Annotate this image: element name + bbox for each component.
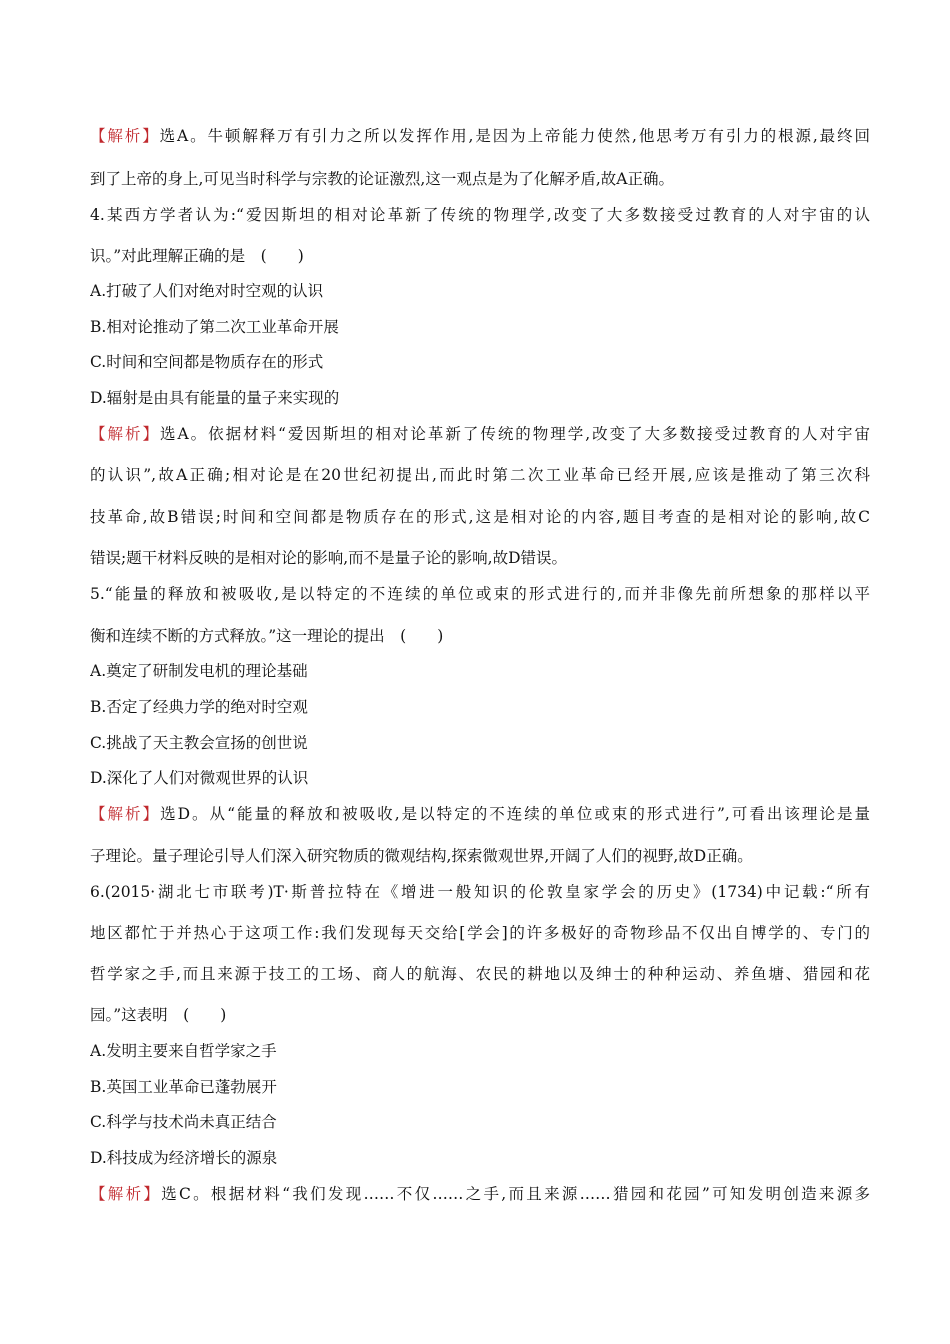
analysis-tag: 【解析】 bbox=[90, 805, 161, 823]
q6-analysis-line-1: 【解析】选C。根据材料“我们发现……不仅……之手,而且来源……猎园和花园”可知发明创造来源多 bbox=[90, 1185, 870, 1203]
analysis-tag: 【解析】 bbox=[90, 1185, 162, 1203]
q6-stem-line-2: 地区都忙于并热心于这项工作:我们发现每天交给[学会]的许多极好的奇物珍品不仅出自博学的、专门的 bbox=[90, 924, 870, 942]
q5-option-b: B.否定了经典力学的绝对时空观 bbox=[90, 698, 308, 716]
q6-option-b: B.英国工业革命已蓬勃展开 bbox=[90, 1078, 277, 1096]
q4-analysis-line-2: 的认识”,故A正确;相对论是在20世纪初提出,而此时第二次工业革命已经开展,应该是推动了第三次科 bbox=[90, 466, 870, 484]
q5-stem-line-1: 5.“能量的释放和被吸收,是以特定的不连续的单位或束的形式进行的,而并非像先前所想象的那样以平 bbox=[90, 585, 870, 603]
q5-option-a: A.奠定了研制发电机的理论基础 bbox=[90, 662, 308, 680]
q6-stem-line-1: 6.(2015·湖北七市联考)T·斯普拉特在《增进一般知识的伦敦皇家学会的历史》(1734)中记载:“所有 bbox=[90, 883, 870, 901]
q4-analysis-line-3: 技革命,故B错误;时间和空间都是物质存在的形式,这是相对论的内容,题目考查的是相对论的影响,故C bbox=[90, 508, 870, 526]
q3-analysis-line-2: 到了上帝的身上,可见当时科学与宗教的论证激烈,这一观点是为了化解矛盾,故A正确。 bbox=[90, 170, 674, 188]
q6-option-d: D.科技成为经济增长的源泉 bbox=[90, 1149, 278, 1167]
q4-option-d: D.辐射是由具有能量的量子来实现的 bbox=[90, 389, 340, 407]
q3-analysis-line-1: 【解析】选A。牛顿解释万有引力之所以发挥作用,是因为上帝能力使然,他思考万有引力的根源,最终回 bbox=[90, 127, 870, 145]
q6-stem-line-3: 哲学家之手,而且来源于技工的工场、商人的航海、农民的耕地以及绅士的种种运动、养鱼塘、猎园和花 bbox=[90, 965, 870, 983]
q6-option-a: A.发明主要来自哲学家之手 bbox=[90, 1042, 277, 1060]
q4-option-a: A.打破了人们对绝对时空观的认识 bbox=[90, 282, 324, 300]
q5-option-d: D.深化了人们对微观世界的认识 bbox=[90, 769, 309, 787]
q4-stem-line-2: 识。”对此理解正确的是 ( ) bbox=[90, 247, 304, 265]
q5-analysis-line-1: 【解析】选D。从“能量的释放和被吸收,是以特定的不连续的单位或束的形式进行”,可看出该理论是量 bbox=[90, 805, 870, 823]
q4-option-c: C.时间和空间都是物质存在的形式 bbox=[90, 353, 324, 371]
analysis-tag: 【解析】 bbox=[90, 425, 160, 443]
q5-option-c: C.挑战了天主教会宣扬的创世说 bbox=[90, 734, 308, 752]
q6-option-c: C.科学与技术尚未真正结合 bbox=[90, 1113, 277, 1131]
q4-analysis-line-1: 【解析】选A。依据材料“爱因斯坦的相对论革新了传统的物理学,改变了大多数接受过教育的人对宇宙 bbox=[90, 425, 870, 443]
q5-stem-line-2: 衡和连续不断的方式释放。”这一理论的提出 ( ) bbox=[90, 627, 444, 645]
q4-stem-line-1: 4.某西方学者认为:“爱因斯坦的相对论革新了传统的物理学,改变了大多数接受过教育的人对宇宙的认 bbox=[90, 206, 870, 224]
q4-option-b: B.相对论推动了第二次工业革命开展 bbox=[90, 318, 339, 336]
q5-analysis-line-2: 子理论。量子理论引导人们深入研究物质的微观结构,探索微观世界,开阔了人们的视野,故D正确。 bbox=[90, 847, 753, 865]
analysis-tag: 【解析】 bbox=[90, 127, 160, 145]
q4-analysis-line-4: 错误;题干材料反映的是相对论的影响,而不是量子论的影响,故D错误。 bbox=[90, 549, 568, 567]
q6-stem-line-4: 园。”这表明 ( ) bbox=[90, 1006, 227, 1024]
